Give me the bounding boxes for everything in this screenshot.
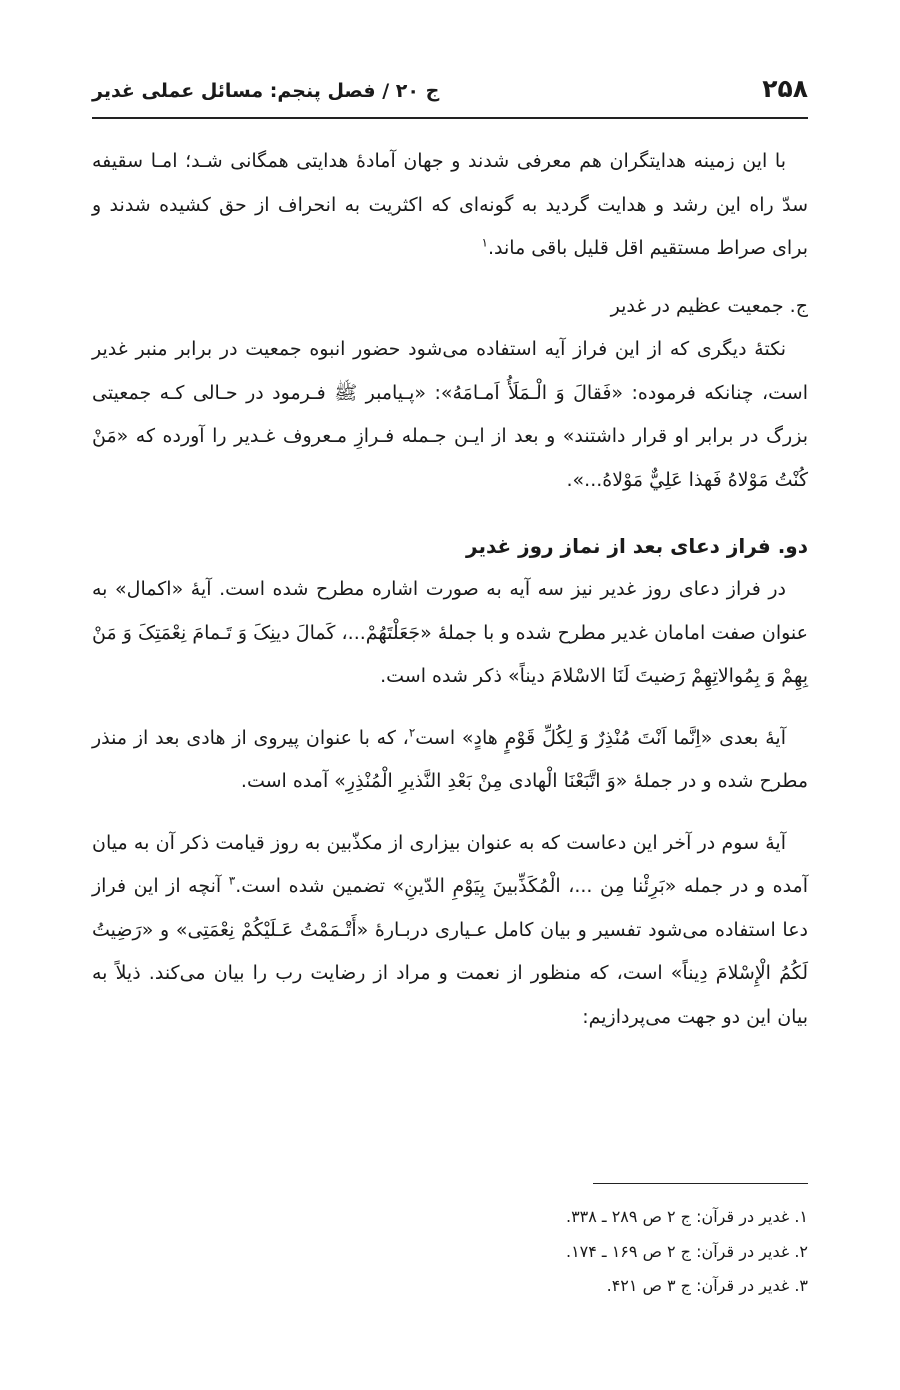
- footnote-item: ۱. غدیر در قرآن: ج ۲ ص ۲۸۹ ـ ۳۳۸.: [565, 1207, 808, 1226]
- section-heading: دو. فراز دعای بعد از نماز روز غدیر: [466, 534, 808, 558]
- subheading-great-crowd: ج. جمعیت عظیم در غدیر: [610, 294, 808, 317]
- spacer: [92, 271, 808, 285]
- paragraph-third-verse: [92, 822, 808, 1040]
- footnotes: [92, 1200, 808, 1304]
- paragraph-second-verse: [92, 717, 808, 804]
- paragraph-text: آیهٔ بعدی «اِنَّما اَنْتَ مُنْذِرٌ وَ لِکُلِّ قَوْمٍ هادٍ» است: [415, 726, 786, 749]
- footnote-rule: [593, 1183, 808, 1184]
- page-header: [92, 70, 808, 110]
- spacer: [92, 804, 808, 822]
- spacer: [92, 502, 808, 524]
- paragraph-text: ، که با عنوان پیروی از هادی بعد از منذر مطرح شده و در جملهٔ «وَ اتَّبَعْنَا الْهادی مِنْ بَعْدِ النَّذیرِ الْمُنْذِرِ» آمده است.: [92, 726, 808, 792]
- page-body: [92, 140, 808, 1039]
- paragraph-text: آیهٔ سوم در آخر این دعاست که به عنوان بیزاری از مکذّبین به روز قیامت ذکر آن به میان آمده و در جمله «بَرِئْنا مِن ...، الْمُکَذِّبینَ بِیَوْمِ الدّینِ» تضمین شده است.: [92, 831, 808, 897]
- footnote-item: ۳. غدیر در قرآن: ج ۳ ص ۴۲۱.: [606, 1276, 808, 1295]
- footnote-ref: ۲: [408, 725, 416, 740]
- footnote-item: ۲. غدیر در قرآن: ج ۲ ص ۱۶۹ ـ ۱۷۴.: [565, 1241, 808, 1261]
- paragraph-text: با این زمینه هدایتگران هم معرفی شدند و جهان آمادهٔ هدایتی همگانی شـد؛ امـا سقیفه سدّ راه این رشد و هدایت گردید به گونه‌ای که اکثریت به انحراف از حق کشیده شدند و برای صراط مستقیم اقل قلیل باقی ماند.: [92, 150, 808, 259]
- running-title: ج ۲۰ / فصل پنجم: مسائل عملی غدیر: [92, 80, 440, 102]
- footnote-ref: ۱: [481, 235, 488, 250]
- paragraph-guidance: [92, 140, 808, 271]
- paragraph-three-verses: در فراز دعای روز غدیر نیز سه آیه به صورت اشاره مطرح شده است. آیهٔ «اکمال» به عنوان صفت امامان غدیر مطرح شده و با جملهٔ «جَعَلْتَهُمْ...، کَمالَ دینِکَ وَ تَـمامَ نِعْمَتِکَ وَ مَنْ بِهِمْ وَ بِمُوالاتِهِمْ رَضیتَ لَنَا الاسْلامَ دیناً» ذکر شده است.: [92, 578, 808, 687]
- footnote-ref: ۳: [228, 873, 236, 888]
- page-number: ۲۵۸: [762, 74, 808, 103]
- spacer: [92, 699, 808, 717]
- paragraph-crowd: نکتهٔ دیگری که از این فراز آیه استفاده می‌شود حضور انبوه جمعیت در برابر منبر غدیر است، چنانکه فرموده: «فَقالَ وَ الْـمَلَأُ اَمـامَهُ»: «پـیامبر ﷺ فـرمود در حـالی کـه جمعیتی بزرگ در برابر او قرار داشتند» و بعد از ایـن جـمله فـرازِ مـعروف غـدیر را آورده که «مَنْ کُنْتُ مَوْلاهُ فَهذا عَلِيٌّ مَوْلاهُ...».: [92, 338, 808, 491]
- header-rule: [92, 117, 808, 119]
- paragraph-text: آنچه از این فراز دعا استفاده می‌شود تفسیر و بیان کامل عـیاری دربـارهٔ «أَتْـمَمْتُ عَـلَیْکُمْ نِعْمَتِی» و «رَضِیتُ لَکُمُ الْإِسْلامَ دِیناً» است، که منظور از نعمت و مراد از رضایت رب را بیان می‌کند. ذیلاً به بیان این دو جهت می‌پردازیم:: [92, 875, 808, 1028]
